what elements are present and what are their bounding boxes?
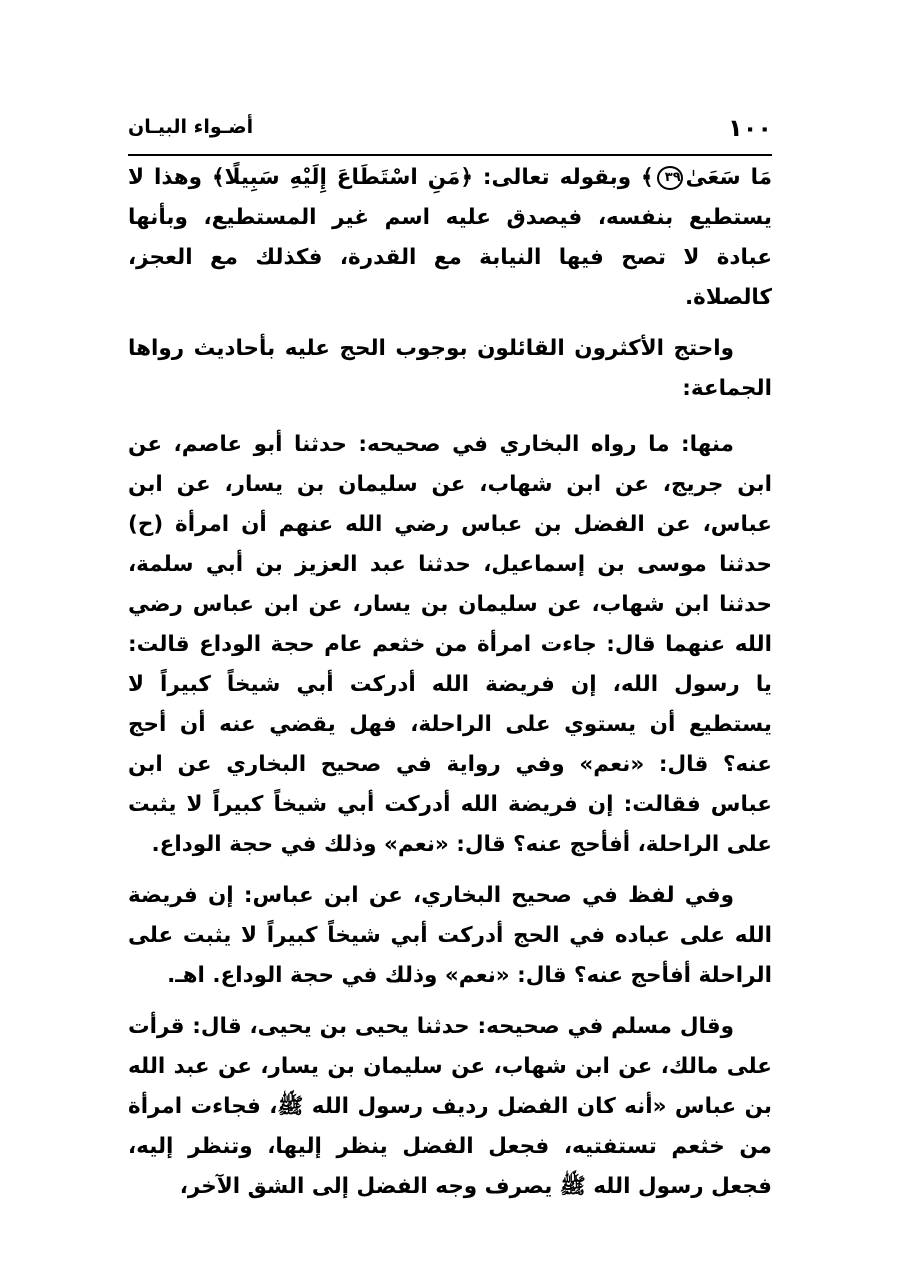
paragraph-3: منها: ما رواه البخاري في صحيحه: حدثنا أبو عاصم، عن ابن جريج، عن ابن شهاب، عن سليمان بن يسار، عن ابن عباس، عن الفضل بن عباس رضي الله عنهم أن امرأة (ح) حدثنا موسى بن إسماعيل، حدثنا عبد العزيز بن أبي سلمة، حدثنا ابن شهاب، عن سليمان بن يسار، عن ابن عباس رضي الله عنهما قال: جاءت امرأة من خثعم عام حجة الوداع قالت: يا رسول الله، إن فريضة الله أدركت أبي شيخاً كبيراً لا يستطيع أن يستوي على الراحلة، فهل يقضي عنه أن أحج عنه؟ قال: «نعم» وفي رواية في صحيح البخاري عن ابن عباس فقالت: إن فريضة الله أدركت أبي شيخاً كبيراً لا يثبت على الراحلة، أفأحج عنه؟ قال: «نعم» وذلك في حجة الوداع. xyxy=(128,432,772,857)
paragraph-2: واحتج الأكثرون القائلون بوجوب الحج عليه بأحاديث رواها الجماعة: xyxy=(128,336,772,401)
paragraph-5: وقال مسلم في صحيحه: حدثنا يحيى بن يحيى، قال: قرأت على مالك، عن ابن شهاب، عن سليمان بن يسار، عن عبد الله بن عباس «أنه كان الفضل رديف رسول الله ﷺ، فجاءت امرأة من خثعم تستفتيه، فجعل الفضل ينظر إليها، وتنظر إليه، فجعل رسول الله ﷺ يصرف وجه الفضل إلى الشق الآخر، xyxy=(128,1014,772,1199)
running-header xyxy=(128,108,772,150)
book-title: أضـواء البيـان xyxy=(128,116,254,138)
quran-fragment: مَا سَعَىٰ xyxy=(685,165,773,190)
text-fragment: ﴾ وهذا لا يستطيع بنفسه، فيصدق عليه اسم غير المستطيع، وبأنها عبادة لا تصح فيها النيابة مع القدرة، فكذلك مع العجز، كالصلاة. xyxy=(128,165,772,310)
header-rule xyxy=(128,154,772,156)
quran-verse: مَنِ اسْتَطَاعَ إِلَيْهِ سَبِيلًا xyxy=(224,165,461,190)
verse-number-mark: ٣٩ xyxy=(657,166,683,190)
text-fragment: ﴾ وبقوله تعالى: ﴿ xyxy=(460,165,654,190)
body-text xyxy=(128,158,772,1207)
page-number: ١٠٠ xyxy=(728,114,772,142)
paragraph-1 xyxy=(128,158,772,318)
paragraph-4: وفي لفظ في صحيح البخاري، عن ابن عباس: إن فريضة الله على عباده في الحج أدركت أبي شيخاً كبيراً لا يثبت على الراحلة أفأحج عنه؟ قال: «نعم» وذلك في حجة الوداع. اهـ. xyxy=(128,883,772,988)
